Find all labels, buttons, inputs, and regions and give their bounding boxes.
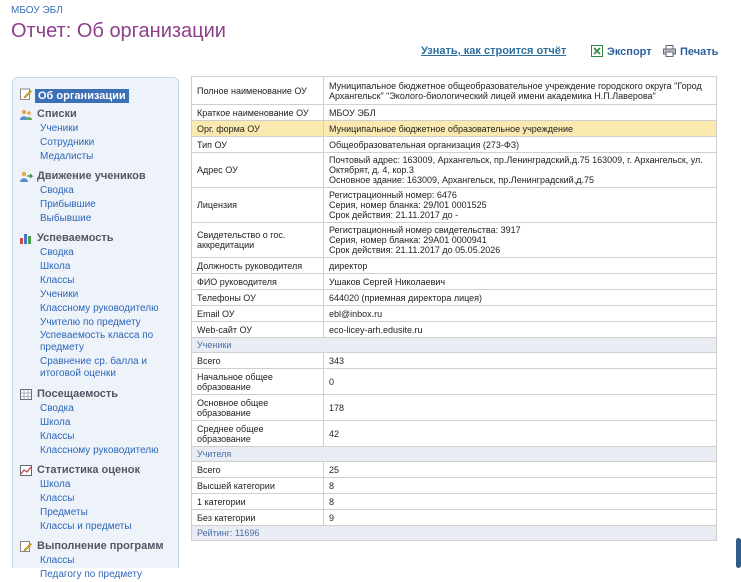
row-label: Высшей категории — [192, 478, 324, 494]
table-row — [192, 353, 717, 369]
row-value: ebl@inbox.ru — [324, 306, 717, 322]
row-value: Общеобразовательная организация (273-ФЗ) — [324, 137, 717, 153]
row-value: 8 — [324, 494, 717, 510]
page-title: Отчет: Об организации — [11, 20, 226, 42]
table-row — [192, 121, 717, 137]
row-value: 644020 (приемная директора лицея) — [324, 290, 717, 306]
pencil-note-icon — [20, 88, 32, 100]
sidebar-item-stats-school[interactable]: Школа — [40, 479, 71, 490]
sidebar-item-perf-school[interactable]: Школа — [40, 261, 71, 272]
table-row — [192, 306, 717, 322]
sidebar-section-attendance: Посещаемость — [13, 388, 178, 402]
row-label: Web-сайт ОУ — [192, 322, 324, 338]
sidebar-item-prog-classes[interactable]: Классы — [40, 555, 75, 566]
sidebar-item-att-classes[interactable]: Классы — [40, 431, 75, 442]
sidebar-section-students-movement: Движение учеников — [13, 170, 178, 184]
sidebar-item-perf-students[interactable]: Ученики — [40, 289, 79, 300]
export-button[interactable] — [591, 45, 652, 58]
sidebar-active-label: Об организации — [35, 89, 129, 103]
section-title: Рейтинг: 11696 — [192, 526, 717, 541]
sidebar-section-lists: Списки — [13, 108, 178, 122]
row-value: Регистрационный номер: 6476 Серия, номер бланка: 29Л01 0001525 Срок действия: 21.11.2017 до - — [324, 188, 717, 223]
table-section-row — [192, 447, 717, 462]
row-value: 8 — [324, 478, 717, 494]
table-row — [192, 322, 717, 338]
row-value: 0 — [324, 369, 717, 395]
sidebar-item-perf-subject-teacher[interactable]: Учителю по предмету — [40, 317, 141, 328]
table-row — [192, 188, 717, 223]
row-label: Полное наименование ОУ — [192, 77, 324, 105]
performance-chart-icon — [20, 233, 32, 244]
sidebar-item-stats-classes-subjects[interactable]: Классы и предметы — [40, 521, 132, 532]
row-label: Среднее общее образование — [192, 421, 324, 447]
section-title: Учителя — [192, 447, 717, 462]
table-row — [192, 105, 717, 121]
excel-icon — [591, 45, 603, 57]
grades-stats-icon — [20, 465, 32, 476]
sidebar-item-perf-classes[interactable]: Классы — [40, 275, 75, 286]
row-label: Свидетельство о гос. аккредитации — [192, 223, 324, 258]
row-value: Ушаков Сергей Николаевич — [324, 274, 717, 290]
sidebar-item-staff[interactable]: Сотрудники — [40, 137, 95, 148]
sidebar-item-att-class-teacher[interactable]: Классному руководителю — [40, 445, 159, 456]
sidebar-item-movement-summary[interactable]: Сводка — [40, 185, 74, 196]
row-label: Краткое наименование ОУ — [192, 105, 324, 121]
row-value: Почтовый адрес: 163009, Архангельск, пр.Ленинградский,д.75 163009, г. Архангельск, ул. Октябрят, д. 4, кор.3 Основное здание: 163009, Архангельск, пр.Ленинградский,д.75 — [324, 153, 717, 188]
table-row — [192, 290, 717, 306]
row-value: 9 — [324, 510, 717, 526]
row-value: Регистрационный номер свидетельства: 3917 Серия, номер бланка: 29А01 0000941 Срок действия: 21.11.2017 до 05.05.2026 — [324, 223, 717, 258]
breadcrumb[interactable]: МБОУ ЭБЛ — [11, 5, 63, 16]
row-label: Email ОУ — [192, 306, 324, 322]
row-value: 343 — [324, 353, 717, 369]
sidebar-item-perf-class-teacher[interactable]: Классному руководителю — [40, 303, 159, 314]
students-movement-icon — [20, 171, 32, 182]
attendance-icon — [20, 389, 32, 400]
row-value: 25 — [324, 462, 717, 478]
org-report-table-wrap — [191, 76, 717, 541]
print-button[interactable] — [663, 45, 718, 58]
how-report-built-link[interactable]: Узнать, как строится отчёт — [421, 45, 567, 57]
print-label: Печать — [680, 46, 719, 58]
table-row — [192, 510, 717, 526]
sidebar-item-att-school[interactable]: Школа — [40, 417, 71, 428]
table-row — [192, 369, 717, 395]
sidebar-item-perf-summary[interactable]: Сводка — [40, 247, 74, 258]
table-section-row — [192, 526, 717, 541]
row-label: Всего — [192, 353, 324, 369]
sidebar-item-students[interactable]: Ученики — [40, 123, 79, 134]
row-label: Основное общее образование — [192, 395, 324, 421]
table-section-row — [192, 338, 717, 353]
table-row — [192, 494, 717, 510]
sidebar-item-medalists[interactable]: Медалисты — [40, 151, 94, 162]
table-row — [192, 274, 717, 290]
report-sidebar — [12, 77, 179, 580]
row-value: МБОУ ЭБЛ — [324, 105, 717, 121]
row-value: 178 — [324, 395, 717, 421]
sidebar-item-about-org[interactable] — [13, 86, 178, 102]
sidebar-item-stats-classes[interactable]: Классы — [40, 493, 75, 504]
sidebar-section-programs: Выполнение программ — [13, 540, 178, 554]
page-scrollbar[interactable] — [736, 538, 741, 568]
sidebar-item-stats-subjects[interactable]: Предметы — [40, 507, 88, 518]
sidebar-item-arrived[interactable]: Прибывшие — [40, 199, 96, 210]
row-value: eco-licey-arh.edusite.ru — [324, 322, 717, 338]
row-label: ФИО руководителя — [192, 274, 324, 290]
table-row — [192, 478, 717, 494]
sidebar-item-perf-avg-compare[interactable]: Сравнение ср. балла и итоговой оценки — [40, 356, 147, 379]
printer-icon — [663, 45, 676, 57]
row-value: Муниципальное бюджетное общеобразовательное учреждение городского округа "Город Архангельск" "Эколого-биологический лицей имени академика Н.П.Лаверова" — [324, 77, 717, 105]
row-label: Всего — [192, 462, 324, 478]
row-label: Без категории — [192, 510, 324, 526]
row-label: Тип ОУ — [192, 137, 324, 153]
row-value: директор — [324, 258, 717, 274]
programs-icon — [20, 541, 32, 552]
table-row — [192, 421, 717, 447]
export-label: Экспорт — [607, 46, 652, 58]
table-row — [192, 223, 717, 258]
table-row — [192, 258, 717, 274]
table-row — [192, 462, 717, 478]
section-title: Ученики — [192, 338, 717, 353]
row-label: Должность руководителя — [192, 258, 324, 274]
row-value: Муниципальное бюджетное образовательное учреждение — [324, 121, 717, 137]
sidebar-item-left[interactable]: Выбывшие — [40, 213, 92, 224]
table-row — [192, 137, 717, 153]
row-value: 42 — [324, 421, 717, 447]
sidebar-item-perf-class-subject[interactable]: Успеваемость класса по предмету — [40, 330, 154, 353]
org-report-table — [191, 76, 717, 541]
row-label: Орг. форма ОУ — [192, 121, 324, 137]
sidebar-item-prog-subject-teacher[interactable]: Педагогу по предмету — [40, 569, 143, 580]
row-label: Начальное общее образование — [192, 369, 324, 395]
row-label: 1 категории — [192, 494, 324, 510]
table-row — [192, 153, 717, 188]
table-row — [192, 395, 717, 421]
sidebar-item-att-summary[interactable]: Сводка — [40, 403, 74, 414]
sidebar-section-grades-stats: Статистика оценок — [13, 464, 178, 478]
row-label: Телефоны ОУ — [192, 290, 324, 306]
row-label: Лицензия — [192, 188, 324, 223]
table-row — [192, 77, 717, 105]
sidebar-section-performance: Успеваемость — [13, 232, 178, 246]
row-label: Адрес ОУ — [192, 153, 324, 188]
lists-icon — [20, 109, 32, 120]
